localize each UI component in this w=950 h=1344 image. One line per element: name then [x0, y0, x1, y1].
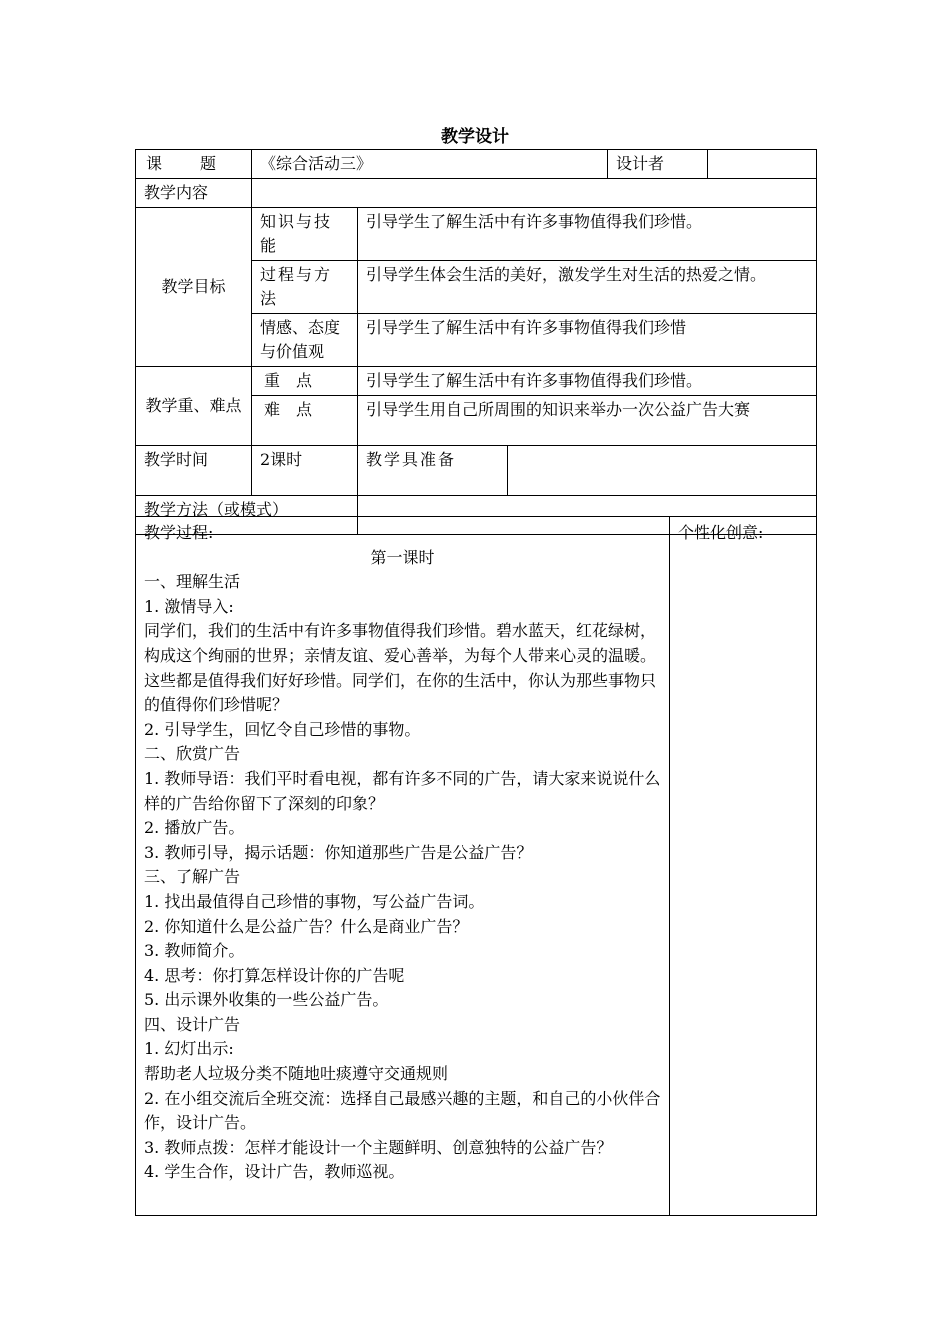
process-line: 4. 学生合作，设计广告，教师巡视。 [144, 1162, 405, 1182]
teaching-process-table [135, 516, 817, 1216]
tools-value [508, 446, 817, 496]
process-line: 3. 教师引导，揭示话题：你知道那些广告是公益广告？ [144, 842, 533, 862]
designer-label: 设计者 [608, 150, 708, 179]
process-line: 4. 思考：你打算怎样设计你的广告呢 [144, 965, 405, 985]
method-label: 教学方法（或模式） [136, 496, 358, 535]
topic-value: 《综合活动三》 [252, 150, 608, 179]
goal-label-process: 过程与方法 [252, 261, 358, 314]
process-line: 2. 你知道什么是公益广告？什么是商业广告？ [144, 916, 469, 936]
process-line: 2. 播放广告。 [144, 818, 245, 838]
key-point-text: 引导学生了解生活中有许多事物值得我们珍惜。 [358, 367, 817, 396]
tools-label: 教学具准备 [358, 446, 508, 496]
key-difficult-label: 教学重、难点 [136, 367, 252, 446]
process-paragraph: 3. 教师点拨：怎样才能设计一个主题鲜明、创意独特的公益广告？ [144, 1137, 613, 1157]
content-value [252, 179, 817, 208]
session-title: 第一课时 [370, 547, 435, 567]
process-paragraph: 1. 教师导语：我们平时看电视，都有许多不同的广告，请大家来说说什么样的广告给你留下了深刻的印象？ [144, 768, 661, 813]
content-label: 教学内容 [136, 179, 252, 208]
process-line: 2. 引导学生，回忆令自己珍惜的事物。 [144, 719, 421, 739]
process-line: 1. 找出最值得自己珍惜的事物，写公益广告词。 [144, 891, 485, 911]
goal-label-knowledge: 知识与技能 [252, 208, 358, 261]
goal-text-process: 引导学生体会生活的美好，激发学生对生活的热爱之情。 [358, 261, 817, 314]
key-point-label: 重 点 [252, 367, 358, 396]
process-line: 3. 教师简介。 [144, 941, 245, 961]
time-value: 2课时 [252, 446, 358, 496]
time-label: 教学时间 [136, 446, 252, 496]
goal-text-knowledge: 引导学生了解生活中有许多事物值得我们珍惜。 [358, 208, 817, 261]
process-paragraph: 同学们，我们的生活中有许多事物值得我们珍惜。碧水蓝天，红花绿树，构成这个绚丽的世界；亲情友谊、爱心善举，为每个人带来心灵的温暖。这些都是值得我们好好珍惜。同学们，在你的生活中，你认为那些事物只的值得你们珍惜呢？ [144, 621, 657, 715]
difficult-point-text: 引导学生用自己所周围的知识来举办一次公益广告大赛 [358, 396, 817, 446]
process-line: 四、设计广告 [144, 1014, 241, 1034]
process-line: 二、欣赏广告 [144, 744, 241, 764]
process-line: 1. 激情导入: [144, 596, 234, 616]
creative-cell [670, 517, 817, 1216]
process-line: 帮助老人垃圾分类不随地吐痰遵守交通规则 [144, 1064, 449, 1084]
process-paragraph: 2. 在小组交流后全班交流：选择自己最感兴趣的主题，和自己的小伙伴合作，设计广告。 [144, 1088, 661, 1133]
process-line: 三、了解广告 [144, 867, 241, 887]
lesson-info-table [135, 149, 817, 535]
creative-label: 个性化创意: [678, 523, 764, 542]
process-line: 一、理解生活 [144, 572, 241, 592]
process-label: 教学过程: [144, 523, 214, 542]
goal-text-emotion: 引导学生了解生活中有许多事物值得我们珍惜 [358, 314, 817, 367]
goal-label-emotion: 情感、态度与价值观 [252, 314, 358, 367]
goals-label: 教学目标 [136, 208, 252, 367]
difficult-point-label: 难 点 [252, 396, 358, 446]
document-title: 教学设计 [441, 127, 509, 147]
process-line: 5. 出示课外收集的一些公益广告。 [144, 990, 389, 1010]
designer-value [708, 150, 817, 179]
topic-label: 课 题 [136, 150, 252, 179]
process-cell [136, 517, 670, 1216]
process-line: 1. 幻灯出示: [144, 1039, 234, 1059]
